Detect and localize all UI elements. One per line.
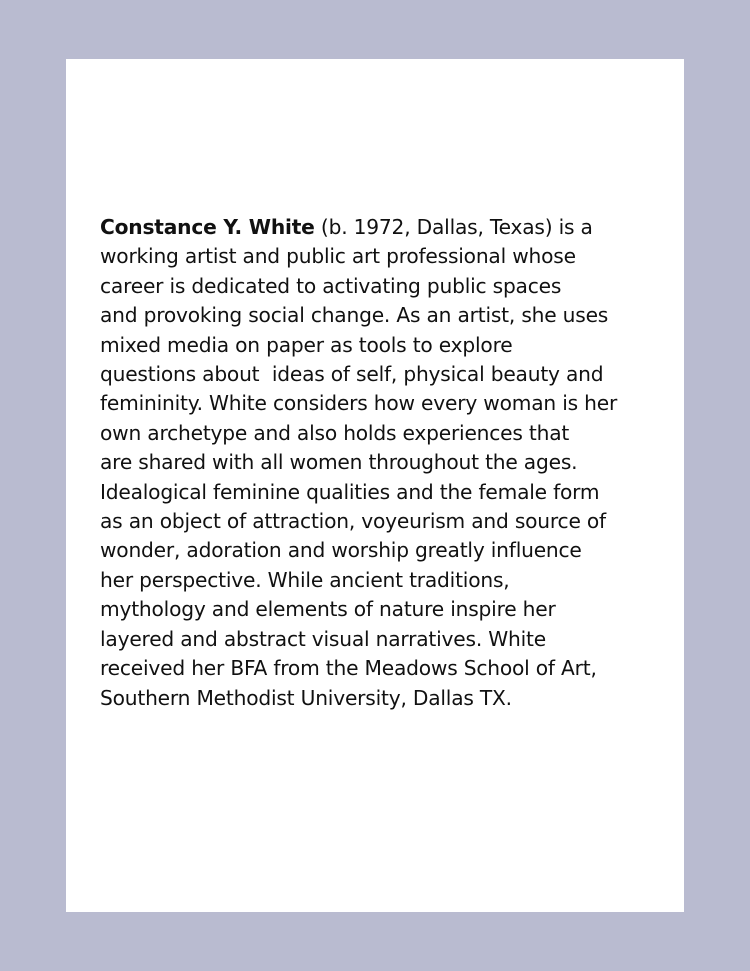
bio-line bbox=[100, 213, 662, 242]
bio-line: own archetype and also holds experiences that bbox=[100, 420, 570, 445]
bio-line: as an object of attraction, voyeurism and source of bbox=[100, 509, 606, 534]
bio-line: mixed media on paper as tools to explore bbox=[100, 332, 513, 357]
bio-line: mythology and elements of nature inspire her bbox=[100, 597, 556, 622]
document-page bbox=[66, 59, 684, 912]
bio-line: Idealogical feminine qualities and the female form bbox=[100, 479, 600, 504]
bio-line-text: (b. 1972, Dallas, Texas) is a bbox=[314, 215, 593, 239]
bio-line: Southern Methodist University, Dallas TX. bbox=[100, 685, 512, 710]
bio-line: working artist and public art professional whose bbox=[100, 244, 576, 269]
bio-line: and provoking social change. As an artist, she uses bbox=[100, 303, 609, 328]
bio-line: her perspective. While ancient traditions, bbox=[100, 567, 510, 592]
bio-line: are shared with all women throughout the ages. bbox=[100, 450, 578, 475]
artist-name: Constance Y. White bbox=[100, 215, 315, 239]
bio-line: received her BFA from the Meadows School of Art, bbox=[100, 656, 597, 681]
bio-line: questions about ideas of self, physical beauty and bbox=[100, 362, 604, 387]
artist-bio bbox=[100, 213, 662, 713]
bio-line: layered and abstract visual narratives. White bbox=[100, 626, 546, 651]
bio-line: wonder, adoration and worship greatly influence bbox=[100, 538, 582, 563]
bio-line: career is dedicated to activating public spaces bbox=[100, 273, 562, 298]
bio-line: femininity. White considers how every woman is her bbox=[100, 391, 618, 416]
